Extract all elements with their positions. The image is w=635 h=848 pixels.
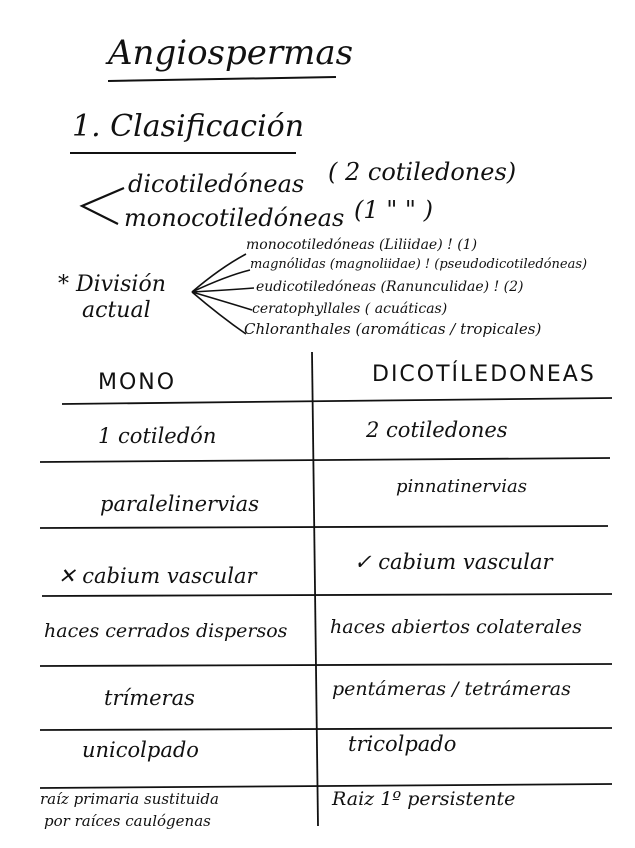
table-cell-extra: por raíces caulógenas [44, 812, 211, 830]
table-cell: unicolpado [82, 738, 199, 762]
table-cell: pinnatinervias [396, 476, 527, 497]
table-cell: 1 cotiledón [98, 424, 217, 448]
monocot-label: monocotiledóneas [124, 204, 345, 232]
monocot-note: (1 " " ) [354, 196, 433, 224]
table-cell: ✓ cabium vascular [354, 550, 553, 574]
table-header-dicot: DICOTÍLEDONEAS [372, 362, 596, 387]
table-cell: haces cerrados dispersos [44, 620, 288, 642]
section-heading: 1. Clasificación [72, 109, 305, 144]
table-header-mono: MONO [98, 370, 177, 395]
division-label-line2: actual [82, 298, 151, 323]
division-branch: monocotiledóneas (Liliidae) ! (1) [246, 237, 478, 253]
table-cell: haces abiertos colaterales [330, 616, 582, 638]
page-title: Angiospermas [108, 33, 354, 73]
bracket-mark [82, 188, 124, 224]
table-cell: tricolpado [348, 732, 457, 756]
table-cell: pentámeras / tetrámeras [332, 678, 571, 700]
table-cell: Raiz 1º persistente [332, 788, 516, 810]
dicot-label: dicotiledóneas [128, 170, 305, 198]
division-branch: magnólidas (magnoliidae) ! (pseudodicotiledóneas) [250, 257, 588, 272]
table-cell: raíz primaria sustituida [40, 790, 219, 808]
division-branch: ceratophyllales ( acuáticas) [252, 301, 448, 317]
table-cell: 2 cotiledones [366, 418, 508, 442]
division-branch: Chloranthales (aromáticas / tropicales) [244, 320, 542, 338]
division-label: * División [58, 272, 166, 297]
table-cell: trímeras [104, 686, 195, 710]
table-cell: ✕ cabium vascular [58, 564, 257, 588]
table-cell: paralelinervias [100, 492, 259, 516]
division-branch: eudicotiledóneas (Ranunculidae) ! (2) [256, 279, 524, 295]
dicot-note: ( 2 cotiledones) [328, 158, 517, 186]
